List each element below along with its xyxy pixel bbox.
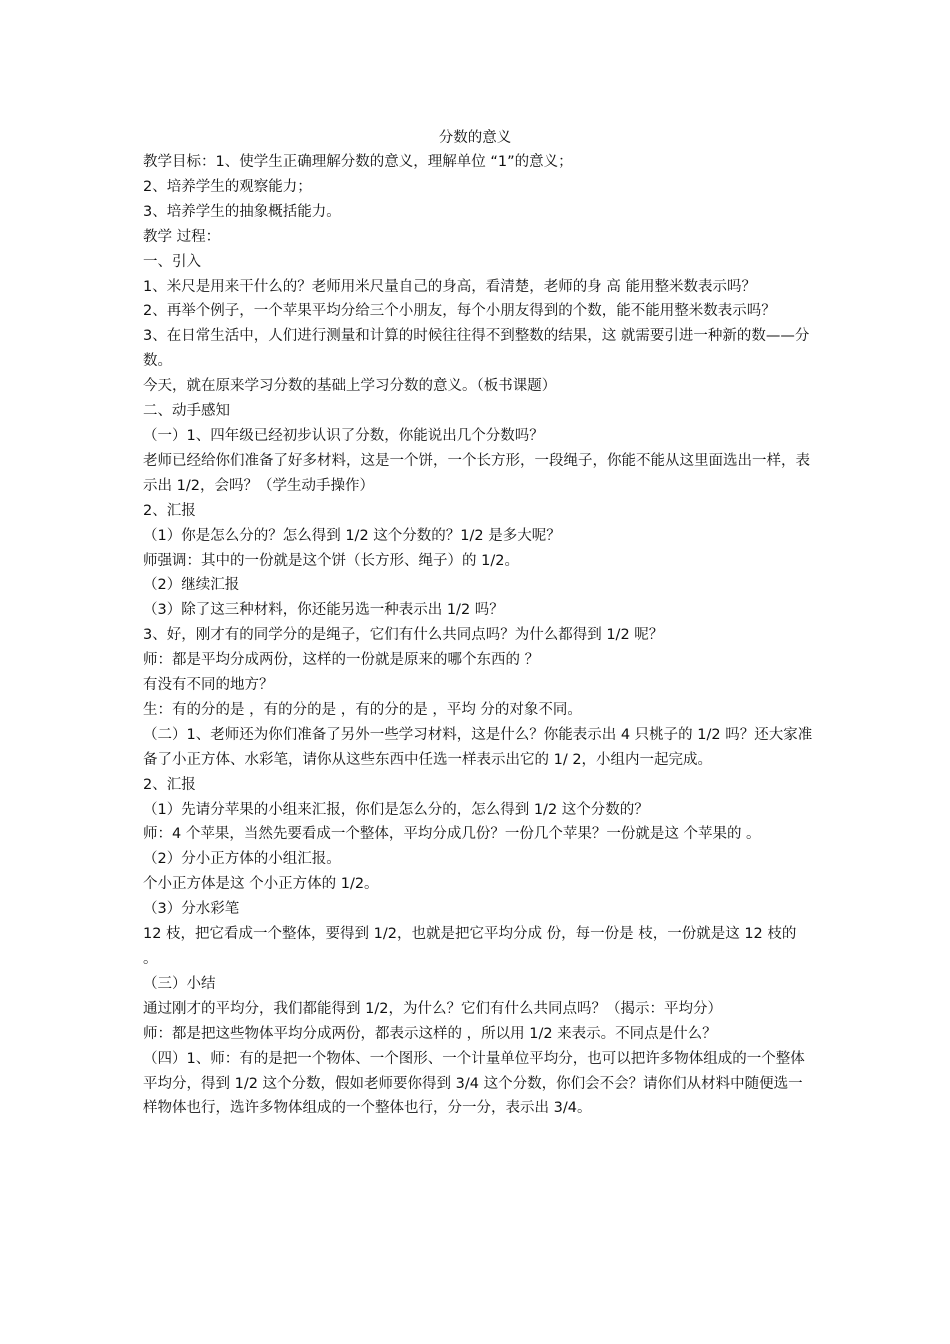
paragraph: （3）分水彩笔 bbox=[143, 901, 240, 918]
paragraph: （三）小结 bbox=[143, 975, 216, 992]
paragraph: 师强调：其中的一份就是这个饼（长方形、绳子）的 1/2。 bbox=[143, 552, 519, 569]
paragraph: （2）继续汇报 bbox=[143, 577, 240, 594]
paragraph: 师：都是平均分成两份，这样的一份就是原来的哪个东西的 ？ bbox=[143, 652, 540, 669]
paragraph: 3、培养学生的抽象概括能力。 bbox=[143, 203, 341, 220]
paragraph: 教学目标：1、使学生正确理解分数的意义，理解单位 “1”的意义； bbox=[143, 154, 573, 170]
document-body bbox=[143, 150, 813, 1121]
paragraph: 2、汇报 bbox=[143, 502, 196, 519]
paragraph: （1）先请分苹果的小组来汇报，你们是怎么分的，怎么得到 1/2 这个分数的？ bbox=[143, 801, 649, 818]
paragraph: （一）1、四年级已经初步认识了分数，你能说出几个分数吗？ bbox=[143, 427, 544, 444]
paragraph: 12 枝，把它看成一个整体，要得到 1/2，也就是把它平均分成 份，每一份是 枝，一份就是这 12 枝的 。 bbox=[143, 926, 797, 967]
paragraph: 老师已经给你们准备了好多材料，这是一个饼，一个长方形，一段绳子，你能不能从这里面选出一样，表示出 1/2，会吗？（学生动手操作） bbox=[143, 452, 810, 494]
section-heading: 一、引入 bbox=[143, 253, 201, 270]
paragraph: 师：4 个苹果，当然先要看成一个整体，平均分成几份？一份几个苹果？一份就是这 个苹果的 。 bbox=[143, 826, 761, 843]
paragraph: 教学 过程： bbox=[143, 228, 221, 245]
paragraph: 有没有不同的地方？ bbox=[143, 677, 274, 694]
paragraph: （1）你是怎么分的？怎么得到 1/2 这个分数的？1/2 是多大呢？ bbox=[143, 527, 561, 544]
paragraph: 今天，就在原来学习分数的基础上学习分数的意义。（板书课题） bbox=[143, 378, 557, 395]
paragraph: （3）除了这三种材料，你还能另选一种表示出 1/2 吗？ bbox=[143, 602, 504, 619]
paragraph: 1、米尺是用来干什么的？老师用米尺量自己的身高，看清楚，老师的身 高 能用整米数表示吗？ bbox=[143, 278, 756, 295]
paragraph: 2、再举个例子，一个苹果平均分给三个小朋友，每个小朋友得到的个数，能不能用整米数表示吗？ bbox=[143, 303, 776, 320]
paragraph: 3、在日常生活中，人们进行测量和计算的时候往往得不到整数的结果，这 就需要引进一种新的数——分数。 bbox=[143, 328, 810, 370]
paragraph: （二）1、老师还为你们准备了另外一些学习材料，这是什么？你能表示出 4 只桃子的 1/2 吗？还大家准备了小正方体、水彩笔，请你从这些东西中任选一样表示出它的 1/ 2，小组内一起完成。 bbox=[143, 726, 813, 768]
section-heading: 二、动手感知 bbox=[143, 403, 230, 420]
paragraph: 生：有的分的是 ，有的分的是 ，有的分的是 ，平均 分的对象不同。 bbox=[143, 701, 582, 718]
paragraph: （四）1、师：有的是把一个物体、一个图形、一个计量单位平均分，也可以把许多物体组成的一个整体平均分，得到 1/2 这个分数，假如老师要你得到 3/4 这个分数，你们会不会？请你们从材料中随便选一样物体也行，选许多物体组成的一个整体也行，分一分，表示出 3/4。 bbox=[143, 1050, 805, 1117]
document-title: 分数的意义 bbox=[438, 130, 512, 146]
paragraph: 师：都是把这些物体平均分成两份，都表示这样的 ，所以用 1/2 来表示。不同点是什么？ bbox=[143, 1025, 717, 1042]
paragraph: （2）分小正方体的小组汇报。 bbox=[143, 851, 341, 868]
paragraph: 2、培养学生的观察能力； bbox=[143, 178, 312, 195]
paragraph: 通过刚才的平均分，我们都能得到 1/2，为什么？它们有什么共同点吗？（揭示：平均分） bbox=[143, 1000, 722, 1017]
paragraph: 2、汇报 bbox=[143, 776, 196, 793]
paragraph: 个小正方体是这 个小正方体的 1/2。 bbox=[143, 876, 379, 893]
paragraph: 3、好，刚才有的同学分的是绳子，它们有什么共同点吗？为什么都得到 1/2 呢？ bbox=[143, 627, 664, 644]
